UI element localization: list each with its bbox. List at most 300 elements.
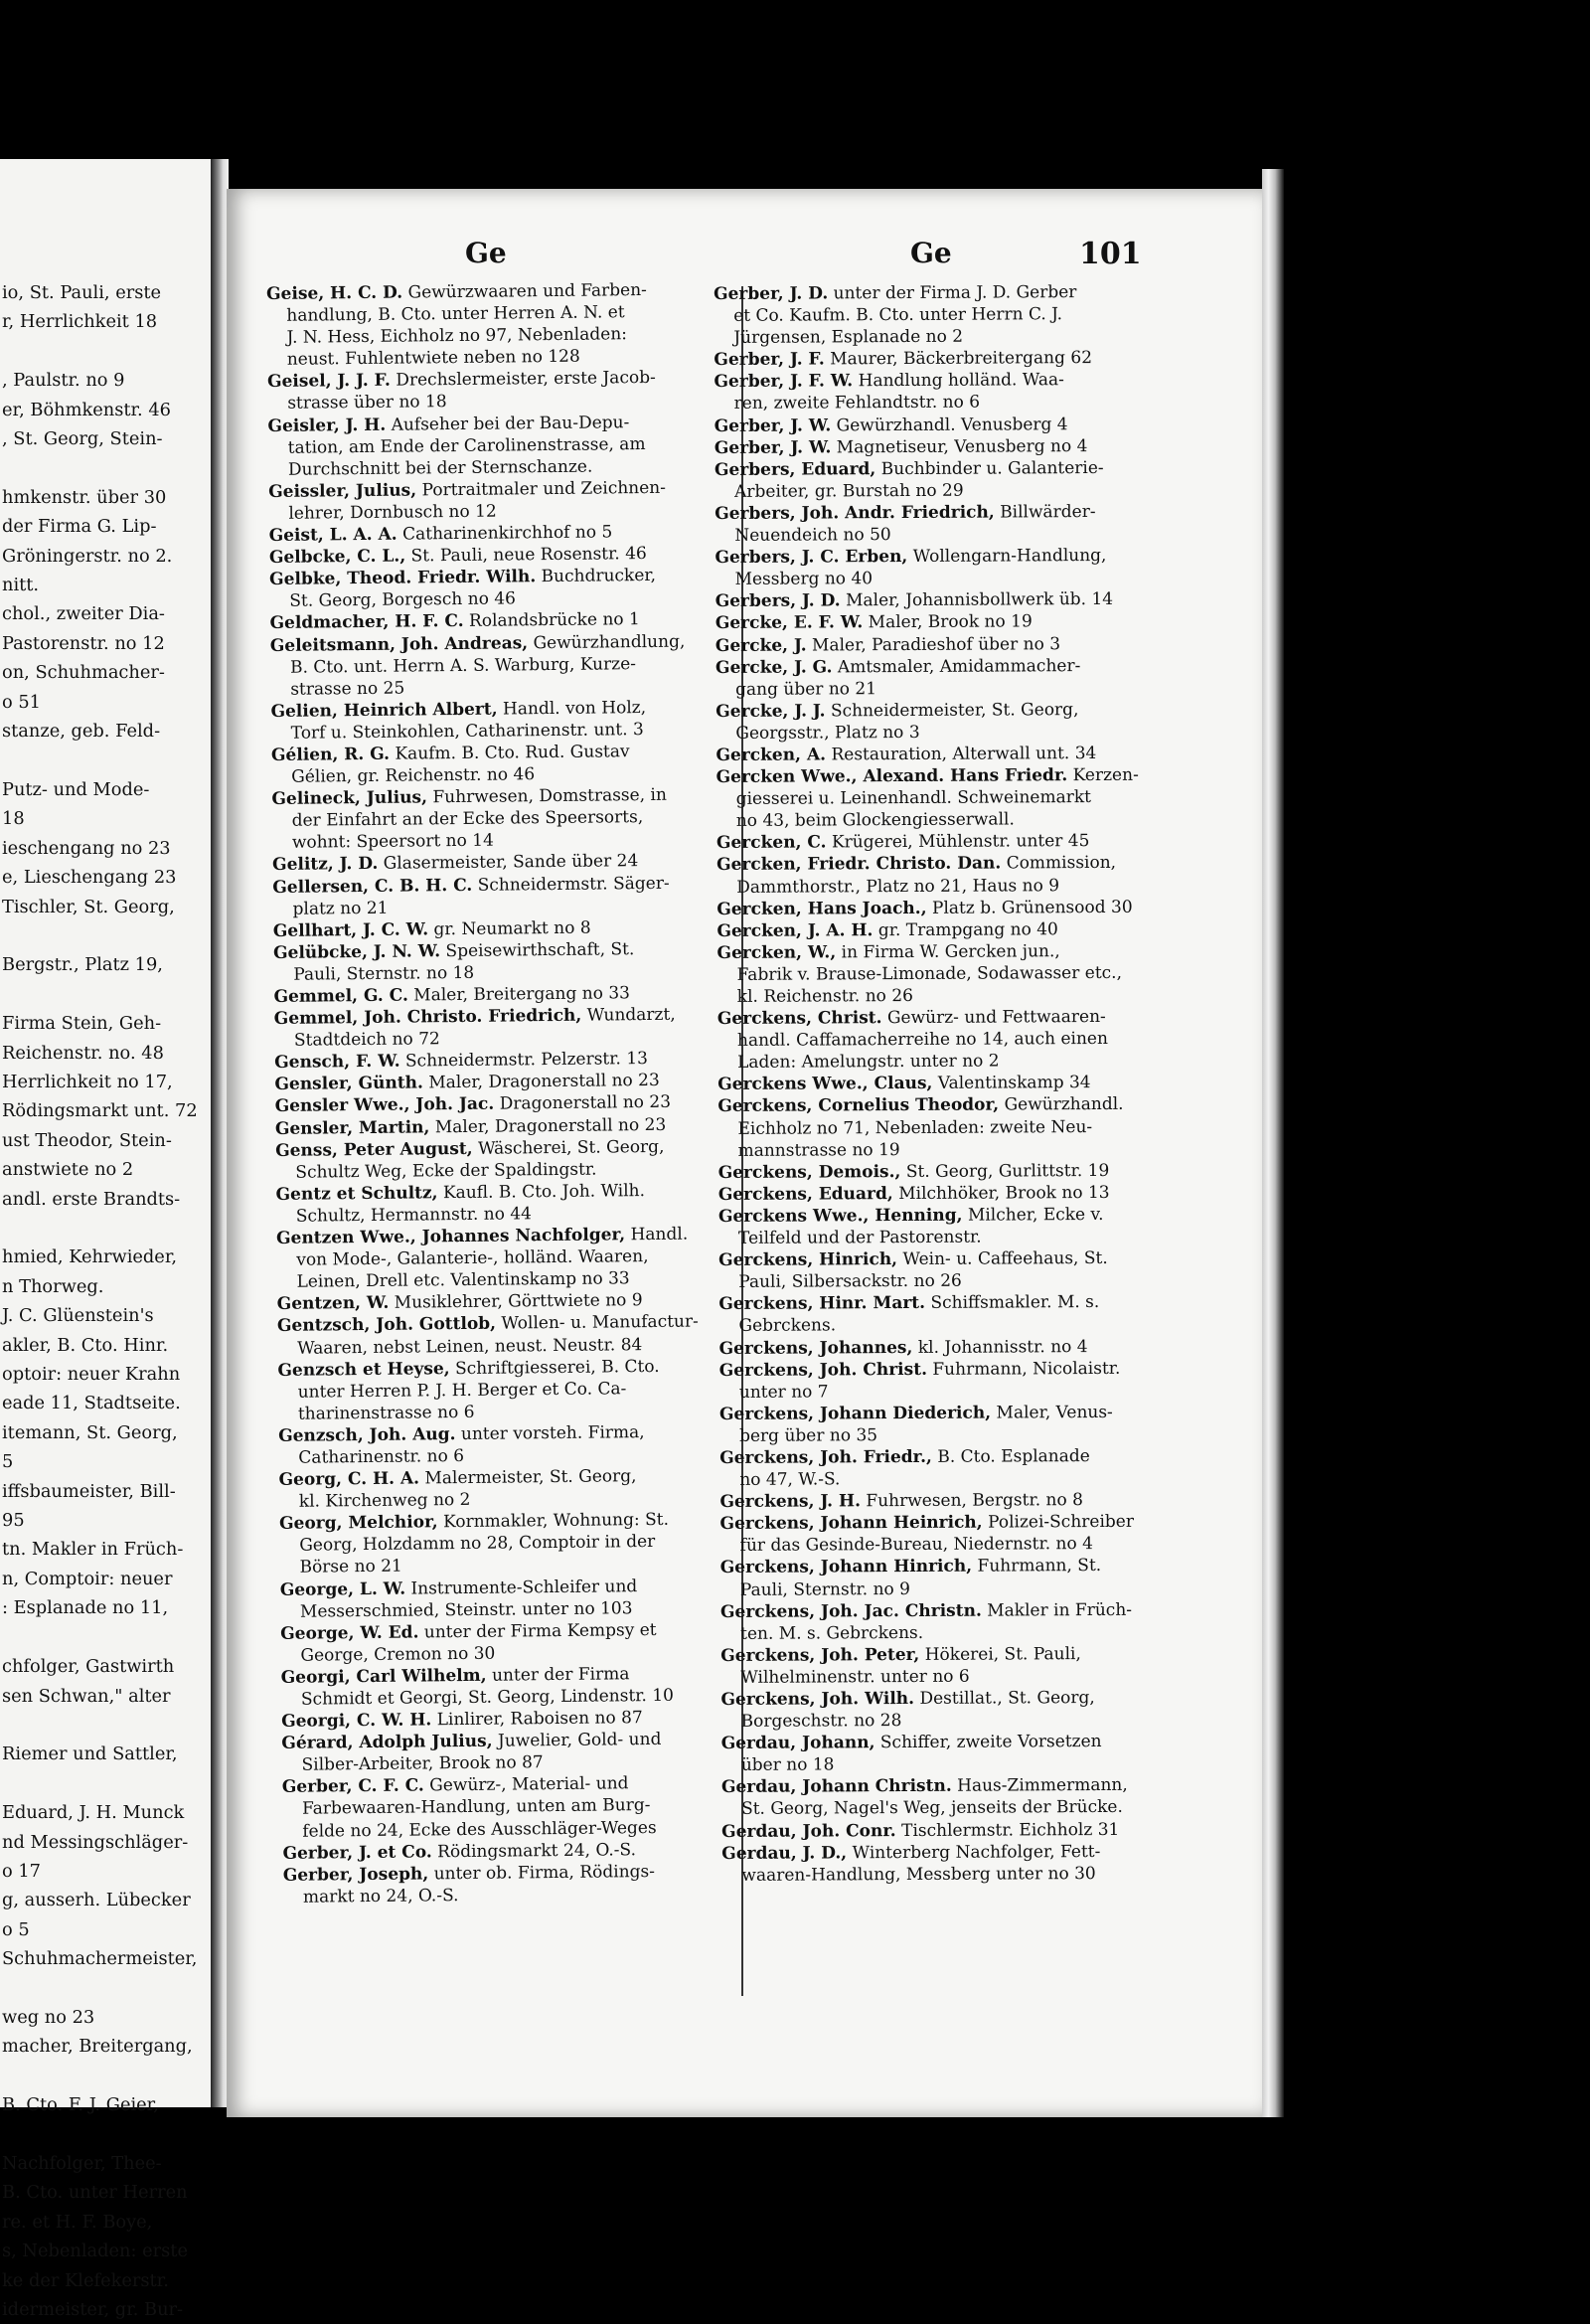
entry-name: George, W. Ed. bbox=[280, 1622, 419, 1644]
entry-line: Gellhart, J. C. W. gr. Neumarkt no 8 bbox=[272, 917, 591, 941]
previous-page-line: nitt. bbox=[2, 575, 40, 596]
entry-line: unter no 7 bbox=[738, 1382, 829, 1403]
entry-line: Gelübcke, J. N. W. Speisewirthschaft, St. bbox=[272, 938, 635, 963]
entry-name: Gercken, C. bbox=[716, 832, 827, 854]
entry-name: Gelübcke, J. N. W. bbox=[272, 941, 441, 963]
previous-page-line: hmkenstr. über 30 bbox=[2, 486, 167, 508]
previous-page-line: on, Schuhmacher- bbox=[2, 662, 165, 684]
previous-page-line: ieschengang no 23 bbox=[2, 837, 171, 859]
directory-entry bbox=[280, 1575, 745, 1623]
directory-entry bbox=[278, 1464, 743, 1513]
directory-entry bbox=[720, 1598, 1186, 1645]
entry-line: Gercken Wwe., Alexand. Hans Friedr. Kerzen- bbox=[716, 764, 1139, 788]
entry-line: Gercken, C. Krügerei, Mühlenstr. unter 45 bbox=[716, 831, 1090, 854]
previous-page-line: Eduard, J. H. Munck bbox=[2, 1802, 185, 1824]
entry-line: Neuendeich no 50 bbox=[734, 525, 891, 546]
entry-line: Gentz et Schultz, Kaufl. B. Cto. Joh. Wilh. bbox=[275, 1180, 646, 1205]
directory-entry bbox=[718, 1159, 1184, 1184]
entry-line: Fabrik v. Brause-Limonade, Sodawasser etc., bbox=[736, 962, 1123, 985]
entry-line: Georg, Holzdamm no 28, Comptoir in der bbox=[299, 1532, 656, 1557]
directory-entry bbox=[719, 1335, 1185, 1360]
entry-line: Gerckens Wwe., Claus, Valentinskamp 34 bbox=[717, 1073, 1091, 1095]
previous-page-line: hmied, Kehrwieder, bbox=[2, 1246, 178, 1268]
previous-page-line bbox=[2, 1711, 198, 1740]
directory-entry bbox=[715, 413, 1180, 437]
page-number: 101 bbox=[1079, 237, 1142, 271]
entry-line: Laden: Amelungstr. unter no 2 bbox=[737, 1051, 1000, 1074]
entry-line: Georgi, C. W. H. Linlirer, Raboisen no 87 bbox=[281, 1708, 643, 1733]
entry-line: Gercken, J. A. H. gr. Trampgang no 40 bbox=[716, 918, 1058, 941]
column-right bbox=[714, 281, 1187, 1887]
entry-line: Gerber, J. F. W. Handlung holländ. Waa- bbox=[714, 370, 1064, 393]
entry-name: Gercke, J. bbox=[715, 635, 807, 656]
entry-line: Gerber, Joseph, unter ob. Firma, Rödings- bbox=[282, 1861, 656, 1886]
previous-page-line: anstwiete no 2 bbox=[2, 1159, 134, 1181]
previous-page-line: e, Lieschengang 23 bbox=[2, 867, 177, 889]
previous-page-line: n, Comptoir: neuer bbox=[2, 1568, 173, 1589]
entry-name: Gensler, Günth. bbox=[274, 1073, 424, 1095]
previous-page-line: andl. erste Brandts- bbox=[2, 1188, 181, 1210]
directory-entry bbox=[721, 1818, 1187, 1843]
entry-name: Gerckens, J. H. bbox=[719, 1491, 862, 1513]
previous-page-line bbox=[2, 1974, 198, 2003]
directory-entry bbox=[719, 1357, 1185, 1404]
entry-line: Gercken, Hans Joach., Platz b. Grünensood 30 bbox=[716, 897, 1133, 919]
entry-name: Gemmel, Joh. Christo. Friedrich, bbox=[273, 1005, 582, 1030]
previous-page-line: o 17 bbox=[2, 1860, 41, 1882]
entry-line: Gerber, J. et Co. Rödingsmarkt 24, O.-S. bbox=[282, 1839, 637, 1864]
directory-entry bbox=[269, 564, 734, 612]
entry-name: Gensch, F. W. bbox=[274, 1051, 400, 1074]
entry-line: Gélien, R. G. Kaufm. B. Cto. Rud. Gustav bbox=[270, 742, 630, 765]
entry-name: Gemmel, G. C. bbox=[273, 985, 408, 1007]
entry-line: strasse no 25 bbox=[290, 678, 405, 700]
entry-line: Gerber, J. W. Gewürzhandl. Venusberg 4 bbox=[714, 414, 1068, 436]
entry-name: Gerbers, Eduard, bbox=[714, 458, 876, 480]
entry-line: Geist, L. A. A. Catharinenkirchhof no 5 bbox=[268, 522, 613, 547]
entry-name: Geisler, J. H. bbox=[267, 415, 387, 436]
entry-line: Silber-Arbeiter, Brook no 87 bbox=[301, 1752, 544, 1775]
directory-entry bbox=[719, 1401, 1185, 1447]
directory-entry bbox=[716, 830, 1182, 855]
directory-entry bbox=[718, 1203, 1184, 1249]
entry-line: George, Cremon no 30 bbox=[300, 1643, 496, 1666]
entry-name: Gerdau, Johann, bbox=[720, 1733, 875, 1754]
entry-line: Arbeiter, gr. Burstah no 29 bbox=[734, 480, 964, 502]
directory-entry bbox=[280, 1618, 745, 1667]
entry-line: Gemmel, Joh. Christo. Friedrich, Wundarzt, bbox=[273, 1004, 676, 1030]
entry-name: Gentzen, W. bbox=[276, 1293, 390, 1315]
directory-entry bbox=[721, 1840, 1187, 1887]
entry-line: Gerckens, Demois., St. Georg, Gurlittstr. 19 bbox=[717, 1160, 1110, 1183]
previous-page-fragment bbox=[0, 159, 214, 2321]
entry-name: Gerckens, Johann Heinrich, bbox=[719, 1512, 983, 1535]
entry-name: Gerbers, Joh. Andr. Friedrich, bbox=[715, 502, 995, 524]
directory-entry bbox=[720, 1642, 1186, 1689]
previous-page-line: macher, Breitergang, bbox=[2, 2036, 193, 2058]
entry-line: Durchschnitt bei der Sternschanze. bbox=[287, 456, 593, 480]
previous-page-line: sen Schwan," alter bbox=[2, 1685, 171, 1707]
entry-line: unter Herren P. J. H. Berger et Co. Ca- bbox=[297, 1378, 627, 1403]
directory-entry bbox=[277, 1355, 743, 1425]
entry-name: Gercken, J. A. H. bbox=[716, 919, 874, 941]
entry-line: gang über no 21 bbox=[735, 678, 877, 700]
entry-name: Gerber, J. W. bbox=[714, 437, 832, 458]
previous-page-line: J. C. Glüenstein's bbox=[2, 1305, 154, 1327]
page-edge bbox=[1262, 169, 1284, 2117]
column-header-right: Ge bbox=[910, 237, 952, 269]
previous-page-line: Reichenstr. no. 48 bbox=[2, 1042, 164, 1064]
entry-line: felde no 24, Ecke des Ausschläger-Weges bbox=[302, 1817, 657, 1842]
entry-name: Genss, Peter August, bbox=[275, 1138, 473, 1161]
entry-line: Schmidt et Georgi, St. Georg, Lindenstr. 10 bbox=[300, 1685, 675, 1710]
directory-entry bbox=[267, 366, 732, 415]
entry-name: Gerber, J. D. bbox=[714, 283, 829, 304]
entry-line: Gercken, A. Restauration, Alterwall unt. 34 bbox=[716, 743, 1097, 765]
directory-entry bbox=[278, 1420, 743, 1469]
entry-name: Gelbcke, C. L., bbox=[268, 546, 406, 569]
previous-page-line: B. Cto. unter Herren bbox=[2, 2182, 188, 2204]
previous-page-line: chol., zweiter Dia- bbox=[2, 603, 165, 625]
column-header-left: Ge bbox=[465, 237, 507, 269]
entry-line: George, W. Ed. unter der Firma Kempsy et bbox=[280, 1619, 657, 1644]
entry-line: berg über no 35 bbox=[739, 1425, 878, 1446]
entry-name: Geissler, Julius, bbox=[268, 480, 417, 502]
directory-entry bbox=[270, 630, 736, 701]
entry-name: Georg, Melchior, bbox=[278, 1512, 438, 1535]
directory-entry bbox=[273, 937, 738, 986]
directory-entry bbox=[714, 281, 1179, 350]
previous-page-line: tn. Makler in Früch- bbox=[2, 1539, 184, 1561]
directory-entry bbox=[719, 1445, 1185, 1492]
directory-entry bbox=[717, 1072, 1183, 1096]
previous-page-line: optoir: neuer Krahn bbox=[2, 1364, 181, 1386]
entry-line: Gerckens, Hinr. Mart. Schiffsmakler. M. s. bbox=[718, 1292, 1100, 1315]
directory-entry bbox=[716, 852, 1182, 899]
entry-line: Pauli, Sternstr. no 18 bbox=[293, 962, 475, 985]
entry-line: Gerckens, Johann Diederich, Maler, Venus- bbox=[718, 1402, 1113, 1424]
previous-page-line: Schuhmachermeister, bbox=[2, 1948, 198, 1970]
entry-name: Gerckens, Cornelius Theodor, bbox=[717, 1094, 1000, 1117]
directory-entry bbox=[716, 939, 1182, 1008]
entry-name: Gélien, R. G. bbox=[270, 744, 391, 765]
entry-line: Eichholz no 71, Nebenladen: zweite Neu- bbox=[737, 1116, 1093, 1139]
entry-name: Gelien, Heinrich Albert, bbox=[270, 699, 498, 722]
previous-page-line: Putz- und Mode- bbox=[2, 778, 150, 800]
entry-name: Geldmacher, H. F. C. bbox=[269, 611, 464, 634]
entry-line: Dammthorstr., Platz no 21, Haus no 9 bbox=[736, 875, 1060, 898]
previous-page-line: io, St. Pauli, erste bbox=[2, 282, 162, 303]
entry-name: Gerckens, Johann Hinrich, bbox=[719, 1557, 973, 1578]
entry-name: Gelineck, Julius, bbox=[271, 787, 428, 810]
entry-line: Gercke, E. F. W. Maler, Brook no 19 bbox=[715, 611, 1033, 634]
entry-name: Gérard, Adolph Julius, bbox=[281, 1731, 493, 1754]
directory-entry bbox=[719, 1511, 1185, 1558]
directory-entry bbox=[266, 278, 732, 371]
entry-line: St. Georg, Borgesch no 46 bbox=[289, 588, 517, 612]
entry-line: waaren-Handlung, Messberg unter no 30 bbox=[741, 1863, 1096, 1886]
entry-line: Gensler Wwe., Joh. Jac. Dragonerstall no 23 bbox=[274, 1092, 672, 1117]
entry-name: Georgi, Carl Wilhelm, bbox=[280, 1665, 487, 1688]
entry-name: Gellersen, C. B. H. C. bbox=[272, 875, 473, 898]
entry-line: Gerckens, Johann Heinrich, Polizei-Schreiber bbox=[719, 1512, 1135, 1535]
entry-name: Gerckens, Joh. Friedr., bbox=[719, 1446, 932, 1468]
entry-line: Wilhelminenstr. unter no 6 bbox=[740, 1666, 970, 1688]
previous-page-line: Gröningerstr. no 2. bbox=[2, 545, 173, 567]
entry-line: ren, zweite Fehlandtstr. no 6 bbox=[733, 393, 981, 415]
directory-entry bbox=[268, 476, 733, 525]
previous-page-line: Nachfolger, Thee- bbox=[2, 2153, 162, 2174]
previous-page-line: n Thorweg. bbox=[2, 1275, 104, 1297]
previous-page-line: idermeister, gr. Bur- bbox=[2, 2299, 184, 2321]
directory-entry bbox=[717, 1006, 1183, 1075]
previous-page-line bbox=[2, 453, 198, 482]
entry-name: Gerckens, Hinrich, bbox=[718, 1249, 898, 1271]
entry-line: Gerber, J. D. unter der Firma J. D. Gerber bbox=[714, 282, 1077, 304]
entry-line: St. Georg, Nagel's Weg, jenseits der Brücke. bbox=[740, 1797, 1123, 1820]
entry-line: Gerber, J. F. Maurer, Bäckerbreitergang 62 bbox=[714, 348, 1093, 371]
entry-name: Gerbers, J. D. bbox=[715, 590, 841, 612]
previous-page-line: eade 11, Stadtseite. bbox=[2, 1393, 181, 1414]
directory-entry bbox=[718, 1247, 1184, 1294]
previous-page-line: re. et H. F. Boye, bbox=[2, 2211, 153, 2233]
entry-name: Gercken, A. bbox=[716, 745, 827, 765]
entry-line: kl. Reichenstr. no 26 bbox=[736, 985, 913, 1007]
directory-entry bbox=[721, 1731, 1187, 1777]
entry-name: Gensler, Martin, bbox=[274, 1116, 430, 1139]
entry-line: mannstrasse no 19 bbox=[737, 1139, 900, 1161]
entry-line: Gerckens, Joh. Christ. Fuhrmann, Nicolaistr. bbox=[718, 1358, 1121, 1381]
entry-line: Schultz Weg, Ecke der Spaldingstr. bbox=[295, 1159, 597, 1183]
entry-name: Gercke, J. J. bbox=[716, 701, 826, 722]
directory-entry bbox=[716, 610, 1181, 635]
previous-page-line bbox=[2, 980, 198, 1009]
entry-name: Gerber, Joseph, bbox=[282, 1864, 429, 1886]
entry-line: für das Gesinde-Bureau, Niedernstr. no 4 bbox=[739, 1534, 1093, 1557]
directory-entry bbox=[283, 1860, 748, 1909]
entry-line: ten. M. s. Gebrckens. bbox=[740, 1622, 924, 1644]
directory-entry bbox=[718, 1181, 1184, 1206]
entry-line: Geise, H. C. D. Gewürzwaaren und Farben- bbox=[266, 279, 647, 304]
entry-name: Gelbke, Theod. Friedr. Wilh. bbox=[269, 567, 537, 590]
entry-line: Geissler, Julius, Portraitmaler und Zeichnen- bbox=[268, 477, 667, 502]
directory-entry bbox=[715, 456, 1180, 503]
entry-line: platz no 21 bbox=[292, 898, 389, 919]
previous-page-line: er, Böhmkenstr. 46 bbox=[2, 399, 171, 420]
entry-name: Gerckens, Joh. Peter, bbox=[720, 1644, 920, 1666]
directory-entry bbox=[718, 1291, 1184, 1338]
entry-line: Schultz, Hermannstr. no 44 bbox=[295, 1204, 533, 1227]
directory-entry bbox=[716, 743, 1181, 767]
entry-line: lehrer, Dornbusch no 12 bbox=[288, 501, 497, 524]
directory-entry bbox=[716, 896, 1182, 920]
entry-line: Leinen, Drell etc. Valentinskamp no 33 bbox=[296, 1268, 630, 1292]
entry-line: Genss, Peter August, Wäscherei, St. Georg, bbox=[275, 1136, 665, 1161]
directory-entry bbox=[267, 411, 733, 481]
entry-line: Gentzen Wwe., Johannes Nachfolger, Handl. bbox=[275, 1224, 689, 1248]
entry-name: Gerckens, Demois., bbox=[717, 1161, 901, 1183]
entry-line: Gerbers, Eduard, Buchbinder u. Galanterie- bbox=[714, 457, 1104, 480]
directory-entry bbox=[716, 698, 1181, 745]
entry-name: Georg, C. H. A. bbox=[278, 1468, 420, 1490]
previous-page-line: 18 bbox=[2, 808, 25, 830]
entry-line: Gelien, Heinrich Albert, Handl. von Holz, bbox=[270, 697, 647, 722]
entry-line: Gerckens, Joh. Friedr., B. Cto. Esplanade bbox=[719, 1446, 1090, 1468]
entry-line: Gerckens, Eduard, Milchhöker, Brook no 13 bbox=[717, 1182, 1110, 1205]
directory-entry bbox=[274, 1003, 739, 1052]
entry-line: über no 18 bbox=[740, 1754, 835, 1776]
entry-name: Gensler Wwe., Joh. Jac. bbox=[274, 1094, 495, 1117]
directory-page bbox=[227, 189, 1262, 2117]
entry-line: Gelineck, Julius, Fuhrwesen, Domstrasse, in bbox=[271, 784, 667, 810]
entry-name: Gerckens, Johannes, bbox=[718, 1337, 913, 1359]
entry-line: Gérard, Adolph Julius, Juwelier, Gold- und bbox=[281, 1730, 662, 1754]
previous-page-line: Riemer und Sattler, bbox=[2, 1743, 178, 1765]
entry-line: Gerdau, J. D., Winterberg Nachfolger, Fett- bbox=[721, 1841, 1101, 1864]
previous-page-line: iffsbaumeister, Bill- bbox=[2, 1480, 176, 1502]
entry-line: Gelbcke, C. L., St. Pauli, neue Rosenstr. 46 bbox=[268, 544, 647, 569]
entry-line: Gerckens, Joh. Wilh. Destillat., St. Georg, bbox=[720, 1688, 1095, 1710]
directory-entry bbox=[276, 1223, 742, 1293]
entry-line: Gerbers, J. C. Erben, Wollengarn-Handlung, bbox=[715, 546, 1107, 569]
entry-line: B. Cto. unt. Herrn A. S. Warburg, Kurze- bbox=[289, 653, 637, 678]
entry-name: Geleitsmann, Joh. Andreas, bbox=[269, 632, 529, 656]
entry-line: Geldmacher, H. F. C. Rolandsbrücke no 1 bbox=[269, 609, 640, 634]
directory-entry bbox=[279, 1508, 745, 1578]
entry-line: Stadtdeich no 72 bbox=[293, 1029, 440, 1051]
previous-page-line bbox=[2, 337, 198, 366]
previous-page-line: ust Theodor, Stein- bbox=[2, 1129, 172, 1151]
previous-page-line: B. Cto. F. J. Geier, bbox=[2, 2094, 159, 2116]
entry-name: Gerdau, Johann Christn. bbox=[720, 1776, 952, 1798]
entry-name: Gerckens, Eduard, bbox=[717, 1183, 893, 1205]
entry-line: Gensch, F. W. Schneidermstr. Pelzerstr. 13 bbox=[274, 1049, 649, 1074]
entry-line: Geleitsmann, Joh. Andreas, Gewürzhandlung, bbox=[269, 631, 686, 656]
entry-line: no 43, beim Glockengiesserwall. bbox=[735, 809, 1015, 832]
directory-entry bbox=[716, 654, 1181, 701]
entry-line: Gensler, Martin, Maler, Dragonerstall no 23 bbox=[274, 1114, 667, 1139]
entry-line: Torf u. Steinkohlen, Catharinenstr. unt. 3 bbox=[290, 719, 644, 744]
entry-line: Gebrckens. bbox=[738, 1315, 837, 1337]
previous-page-line: chfolger, Gastwirth bbox=[2, 1656, 175, 1678]
entry-line: Gerber, J. W. Magnetiseur, Venusberg no 4 bbox=[714, 435, 1088, 458]
entry-line: tharinenstrasse no 6 bbox=[297, 1402, 475, 1424]
entry-line: Georg, Melchior, Kornmakler, Wohnung: St. bbox=[278, 1510, 670, 1535]
entry-line: Gellersen, C. B. H. C. Schneidermstr. Säger- bbox=[272, 873, 670, 898]
previous-page-line: Rödingsmarkt unt. 72 bbox=[2, 1100, 198, 1122]
entry-name: Gerber, J. F. W. bbox=[714, 371, 854, 393]
entry-line: Gerdau, Joh. Conr. Tischlermstr. Eichholz 31 bbox=[721, 1819, 1120, 1842]
previous-page-line: akler, B. Cto. Hinr. bbox=[2, 1334, 169, 1356]
entry-name: Gellhart, J. C. W. bbox=[272, 919, 429, 941]
previous-page-line: Pastorenstr. no 12 bbox=[2, 632, 165, 654]
previous-page-line: o 5 bbox=[2, 1918, 30, 1940]
entry-name: Gercken, Friedr. Christo. Dan. bbox=[716, 853, 1002, 876]
entry-line: Georgi, Carl Wilhelm, unter der Firma bbox=[280, 1664, 630, 1688]
entry-line: Gerdau, Johann Christn. Haus-Zimmermann, bbox=[720, 1775, 1128, 1798]
directory-entry bbox=[715, 434, 1180, 459]
entry-name: Gerbers, J. C. Erben, bbox=[715, 547, 908, 569]
entry-line: Gerbers, J. D. Maler, Johannisbollwerk üb. 14 bbox=[715, 589, 1114, 612]
previous-page-line: 5 bbox=[2, 1451, 14, 1473]
previous-page-line: der Firma G. Lip- bbox=[2, 516, 157, 538]
entry-line: Gentzen, W. Musiklehrer, Görttwiete no 9 bbox=[276, 1290, 643, 1315]
entry-name: Gerckens, Joh. Wilh. bbox=[720, 1688, 915, 1710]
entry-name: Gerber, J. W. bbox=[714, 415, 832, 436]
entry-name: Gerckens, Johann Diederich, bbox=[718, 1403, 992, 1424]
entry-line: J. N. Hess, Eichholz no 97, Nebenladen: bbox=[286, 324, 628, 348]
previous-page-line: 95 bbox=[2, 1510, 25, 1532]
entry-line: Pauli, Sternstr. no 9 bbox=[739, 1578, 911, 1600]
entry-name: George, L. W. bbox=[279, 1578, 406, 1600]
entry-name: Gercke, E. F. W. bbox=[715, 612, 864, 634]
directory-entry bbox=[716, 588, 1181, 613]
entry-name: Gentz et Schultz, bbox=[275, 1183, 438, 1205]
entry-line: Gercke, J. J. Schneidermeister, St. Georg, bbox=[716, 699, 1079, 722]
directory-entry bbox=[716, 764, 1182, 833]
entry-name: Gercken, Hans Joach., bbox=[716, 898, 927, 919]
entry-line: Gerdau, Johann, Schiffer, zweite Vorsetzen bbox=[720, 1732, 1102, 1754]
previous-page-line: s, Nebenladen: erste bbox=[2, 2241, 188, 2262]
directory-entry bbox=[271, 783, 737, 854]
previous-page-line bbox=[2, 921, 198, 950]
entry-line: strasse über no 18 bbox=[287, 392, 447, 415]
directory-entry bbox=[275, 1135, 740, 1184]
entry-line: neust. Fuhlentwiete neben no 128 bbox=[286, 346, 580, 371]
entry-line: Gerckens, Joh. Jac. Christn. Makler in Früch- bbox=[719, 1599, 1133, 1622]
entry-line: Gercke, J. G. Amtsmaler, Amidammacher- bbox=[715, 655, 1081, 678]
previous-page-line bbox=[2, 1623, 198, 1652]
directory-entry bbox=[271, 740, 736, 788]
previous-page-line bbox=[2, 2062, 198, 2090]
entry-line: Gerber, C. F. C. Gewürz-, Material- und bbox=[281, 1773, 629, 1798]
entry-line: Gerckens, Joh. Peter, Hökerei, St. Pauli, bbox=[720, 1643, 1081, 1666]
entry-line: Gerbers, Joh. Andr. Friedrich, Billwärder- bbox=[715, 501, 1096, 524]
entry-line: Waaren, nebst Leinen, neust. Neustr. 84 bbox=[297, 1334, 643, 1359]
previous-page-lines bbox=[2, 278, 198, 2324]
entry-line: Geisel, J. J. F. Drechslermeister, erste Jacob- bbox=[266, 368, 656, 393]
previous-page-line: o 51 bbox=[2, 691, 41, 713]
entry-name: Gerckens Wwe., Henning, bbox=[717, 1205, 963, 1227]
previous-page-line bbox=[2, 2120, 198, 2149]
entry-line: Gerckens Wwe., Henning, Milcher, Ecke v. bbox=[717, 1204, 1104, 1227]
directory-entry bbox=[281, 1728, 746, 1776]
entry-line: Gercken, W., in Firma W. Gercken jun., bbox=[716, 940, 1060, 963]
previous-page-line: Bergstr., Platz 19, bbox=[2, 954, 163, 976]
entry-line: Teilfeld und der Pastorenstr. bbox=[737, 1227, 982, 1248]
previous-page-line: , St. Georg, Stein- bbox=[2, 428, 163, 450]
entry-name: Gelitz, J. D. bbox=[272, 854, 379, 876]
entry-name: Genzsch, Joh. Aug. bbox=[278, 1423, 456, 1446]
entry-name: Gerckens, Christ. bbox=[716, 1008, 882, 1030]
entry-name: Gercken Wwe., Alexand. Hans Friedr. bbox=[716, 765, 1068, 788]
directory-entry bbox=[719, 1489, 1185, 1514]
entry-line: tation, am Ende der Carolinenstrasse, am bbox=[287, 433, 646, 458]
entry-name: Gerckens Wwe., Claus, bbox=[717, 1074, 933, 1095]
entry-line: Gercken, Friedr. Christo. Dan. Commission, bbox=[716, 853, 1117, 876]
directory-entry bbox=[715, 545, 1180, 591]
entry-line: Catharinenstr. no 6 bbox=[298, 1445, 465, 1468]
entry-name: Gerber, C. F. C. bbox=[281, 1775, 424, 1798]
entry-line: giesserei u. Leinenhandl. Schweinemarkt bbox=[735, 787, 1092, 810]
entry-line: Georg, C. H. A. Malermeister, St. Georg, bbox=[278, 1466, 637, 1490]
directory-entry bbox=[720, 1555, 1186, 1601]
entry-name: Geist, L. A. A. bbox=[268, 524, 398, 547]
directory-entry bbox=[714, 369, 1179, 415]
entry-name: Gentzsch, Joh. Gottlob, bbox=[276, 1314, 497, 1337]
previous-page-line: Firma Stein, Geh- bbox=[2, 1013, 162, 1035]
directory-entry bbox=[282, 1771, 748, 1842]
